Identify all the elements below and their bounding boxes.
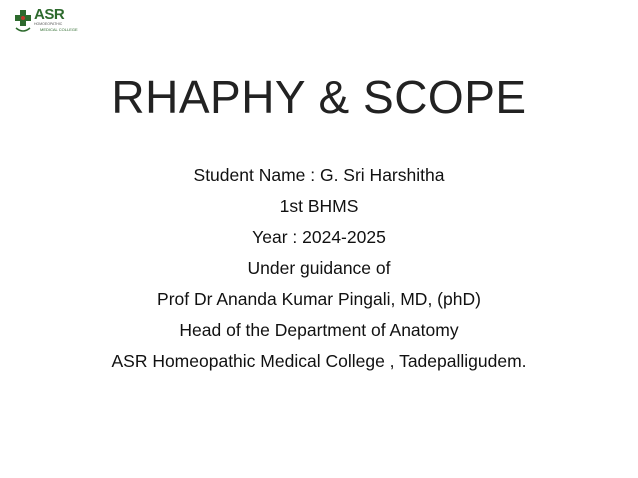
logo-subtitle-1: HOMOEOPATHIC <box>34 22 63 26</box>
guidance-heading: Under guidance of <box>247 258 391 278</box>
guide-position-line: Head of the Department of Anatomy <box>179 320 459 340</box>
college-logo <box>14 6 80 36</box>
year-line: Year : 2024-2025 <box>252 227 386 247</box>
course-line: 1st BHMS <box>279 196 359 216</box>
logo-subtitle-2: MEDICAL COLLEGE <box>40 27 78 32</box>
slide-body <box>0 160 638 377</box>
logo-name: ASR <box>34 6 65 23</box>
logo-emblem-icon <box>14 8 32 34</box>
slide-title: RHAPHY & SCOPE <box>111 71 527 123</box>
guide-name-line: Prof Dr Ananda Kumar Pingali, MD, (phD) <box>157 289 481 309</box>
college-line: ASR Homeopathic Medical College , Tadepalligudem. <box>111 351 527 371</box>
student-name-line: Student Name : G. Sri Harshitha <box>193 165 445 185</box>
